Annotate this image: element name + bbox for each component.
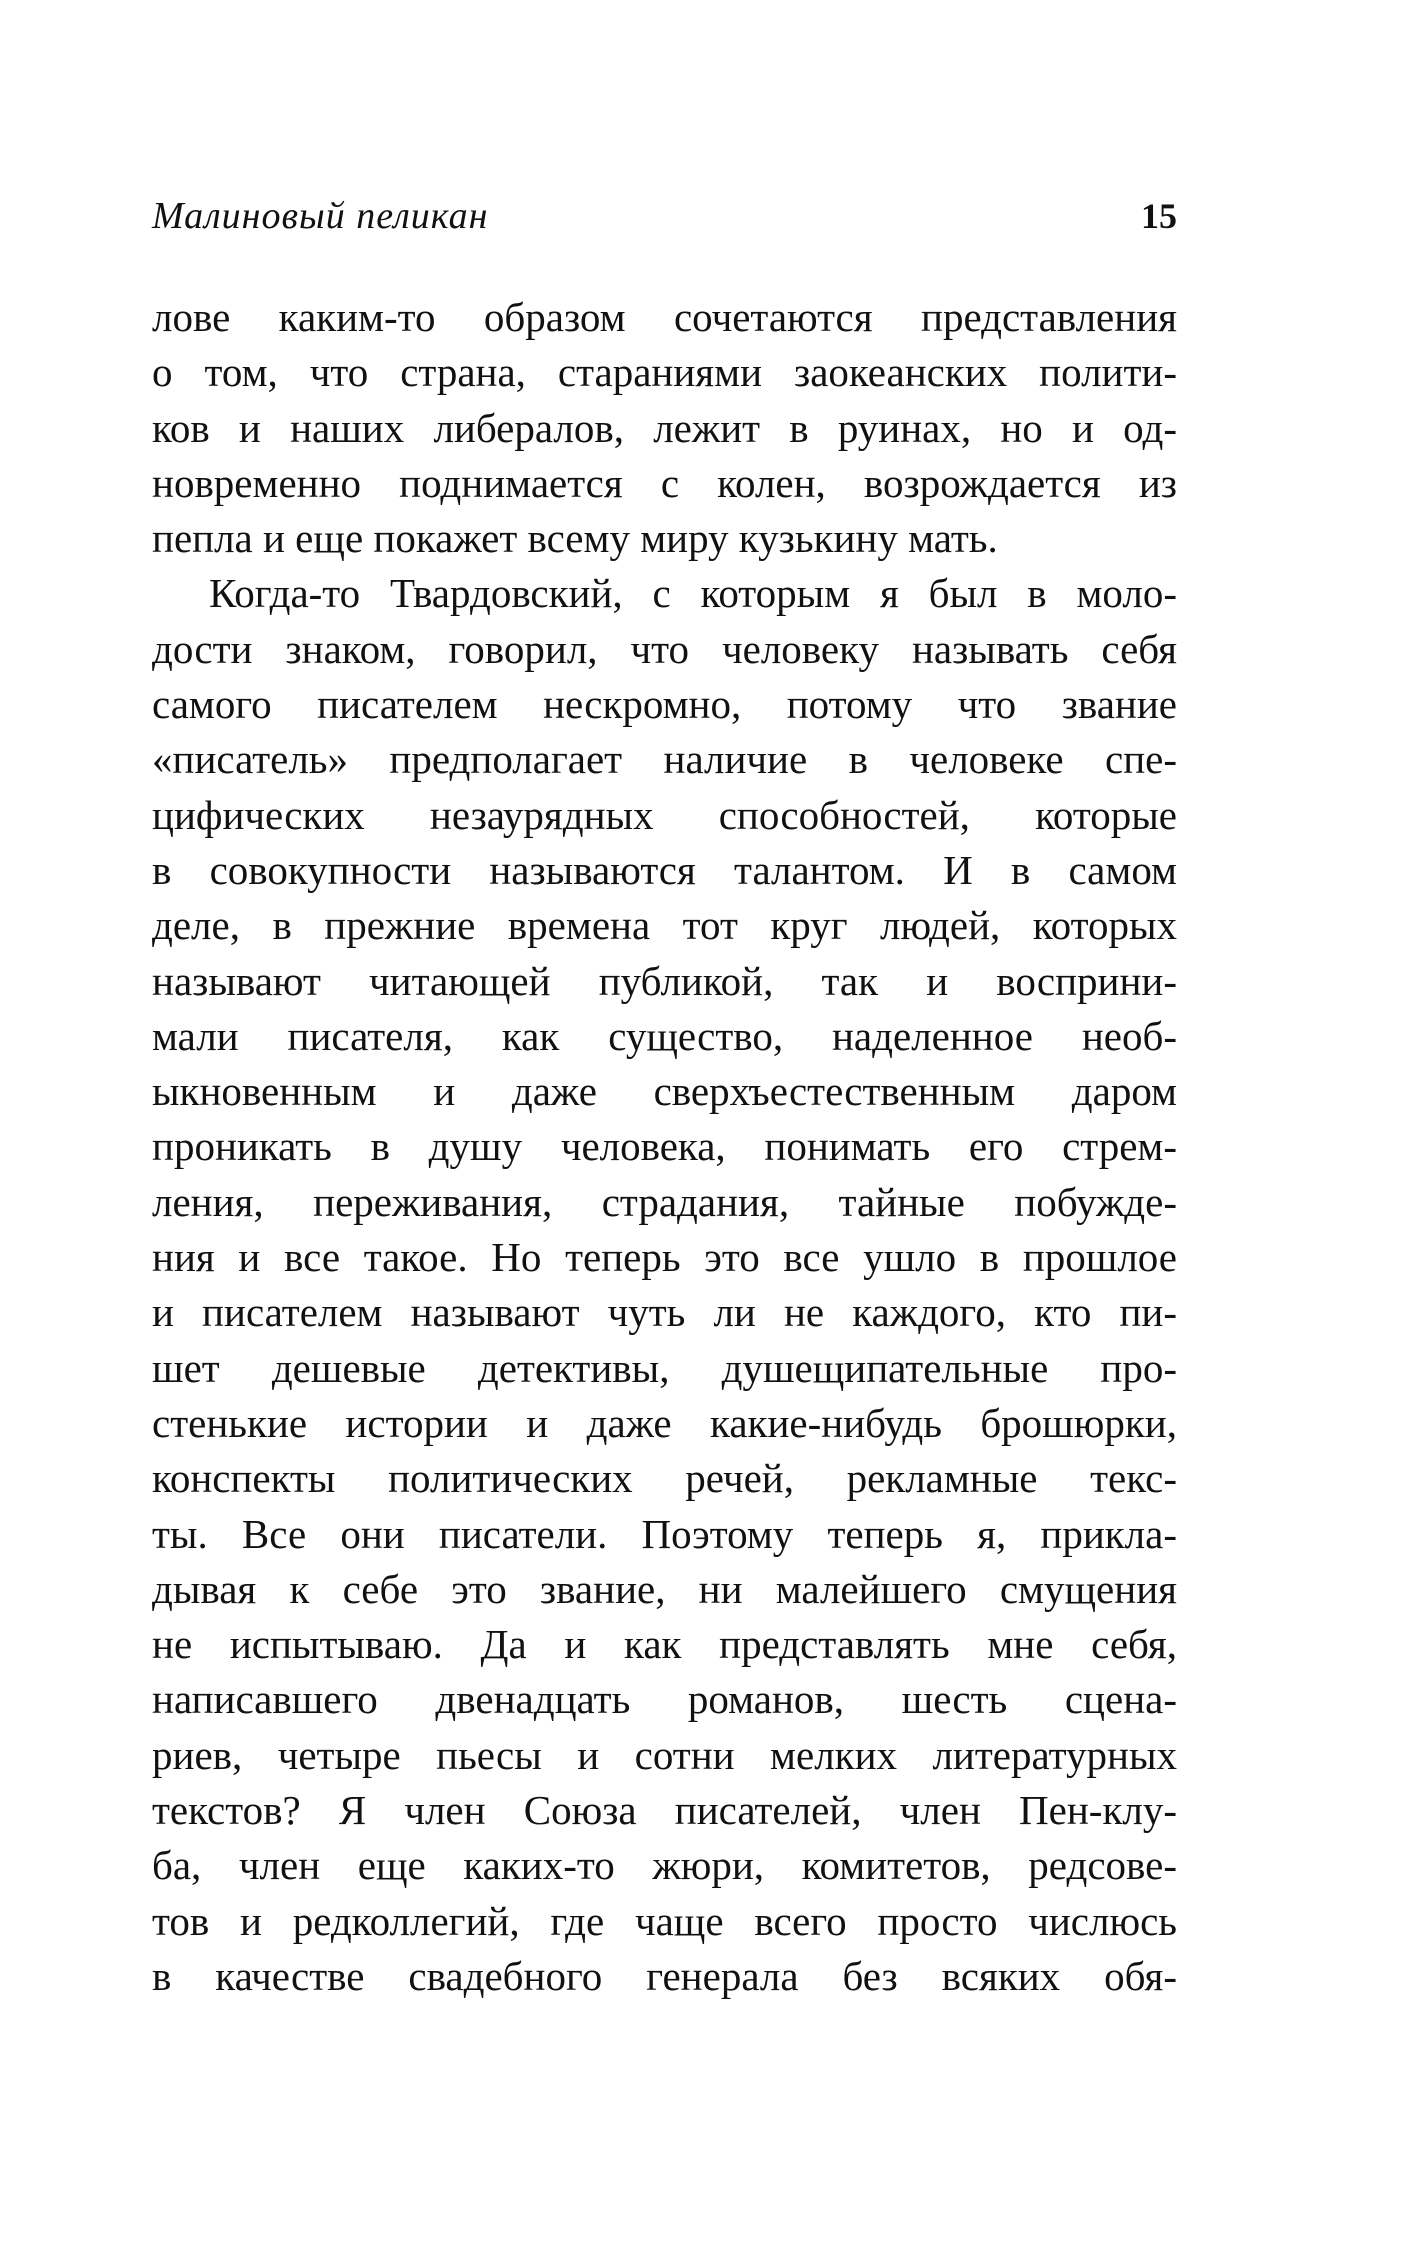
- text-line: и писателем называют чуть ли не каждого, кто пи-: [152, 1289, 1177, 1336]
- text-line: ния и все такое. Но теперь это все ушло в прошлое: [152, 1234, 1177, 1281]
- text-line: ков и наших либералов, лежит в руинах, но и од-: [152, 404, 1177, 451]
- text-line: проникать в душу человека, понимать его стрем-: [152, 1123, 1177, 1170]
- text-line: дости знаком, говорил, что человеку называть себя: [152, 625, 1177, 672]
- text-line: пепла и еще покажет всему миру кузькину мать.: [152, 515, 998, 562]
- text-line: в качестве свадебного генерала без всяких обя-: [152, 1952, 1177, 1999]
- text-line: шет дешевые детективы, душещипательные про-: [152, 1344, 1177, 1391]
- page-number: 15: [1141, 196, 1177, 236]
- text-line: ыкновенным и даже сверхъестественным даром: [152, 1068, 1177, 1115]
- text-line: самого писателем нескромно, потому что звание: [152, 681, 1177, 728]
- text-line: не испытываю. Да и как представлять мне себя,: [152, 1621, 1177, 1668]
- text-line: лове каким-то образом сочетаются представления: [152, 294, 1177, 340]
- text-line: конспекты политических речей, рекламные текс-: [152, 1455, 1177, 1502]
- text-line: ба, член еще каких-то жюри, комитетов, редсове-: [152, 1842, 1177, 1889]
- text-line: в совокупности называются талантом. И в самом: [152, 846, 1177, 893]
- text-line: текстов? Я член Союза писателей, член Пен-клу-: [152, 1787, 1177, 1834]
- text-line: новременно поднимается с колен, возрождается из: [152, 459, 1177, 506]
- text-line: ты. Все они писатели. Поэтому теперь я, прикла-: [152, 1510, 1177, 1557]
- text-line: «писатель» предполагает наличие в человеке спе-: [152, 736, 1177, 783]
- text-line: Когда-то Твардовский, с которым я был в моло-: [209, 570, 1177, 617]
- running-head: [152, 191, 1177, 241]
- running-title: Малиновый пеликан: [152, 195, 489, 237]
- text-line: написавшего двенадцать романов, шесть сцена-: [152, 1676, 1177, 1723]
- text-line: деле, в прежние времена тот круг людей, которых: [152, 902, 1177, 949]
- text-line: тов и редколлегий, где чаще всего просто числюсь: [152, 1897, 1177, 1944]
- text-line: риев, четыре пьесы и сотни мелких литературных: [152, 1731, 1177, 1778]
- text-line: стенькие истории и даже какие-нибудь брошюрки,: [152, 1399, 1177, 1446]
- text-line: ления, переживания, страдания, тайные побужде-: [152, 1178, 1177, 1225]
- text-line: дывая к себе это звание, ни малейшего смущения: [152, 1565, 1177, 1612]
- text-line: называют читающей публикой, так и восприни-: [152, 957, 1177, 1004]
- text-line: мали писателя, как существо, наделенное необ-: [152, 1012, 1177, 1059]
- text-line: о том, что страна, стараниями заокеанских полити-: [152, 349, 1177, 396]
- text-line: цифических незаурядных способностей, которые: [152, 791, 1177, 838]
- body-text: [152, 290, 1177, 2004]
